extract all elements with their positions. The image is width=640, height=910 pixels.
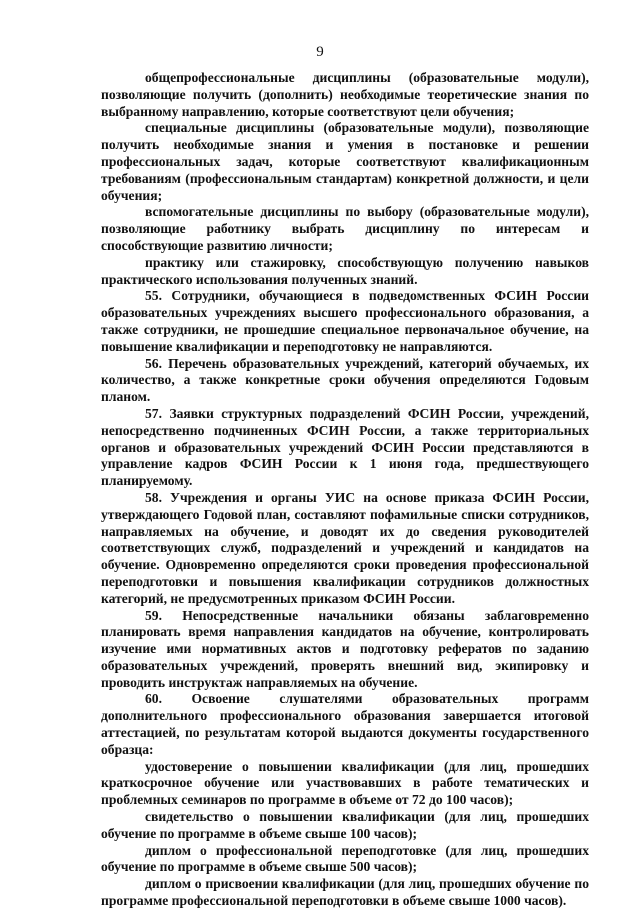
- paragraph-qualification-certificate: свидетельство о повышении квалификации (для лиц, прошедших обучение по программе в объеме свыше 100 часов);: [101, 809, 589, 841]
- paragraph-59: 59. Непосредственные начальники обязаны заблаговременно планировать время направления кандидатов на обучение, контролировать изучение ими нормативных актов и подготовку рефератов по заданию образовательных учреждений, проверять внешний вид, экипировку и проводить инструктаж направляемых на обучение.: [101, 607, 589, 690]
- paragraph-60: 60. Освоение слушателями образовательных программ дополнительного профессионального образования завершается итоговой аттестацией, по результатам которой выдаются документы государственного образца:: [101, 691, 589, 757]
- paragraph-elective-disciplines: вспомогательные дисциплины по выбору (образовательные модули), позволяющие работнику выбрать дисциплину по интересам и способствующие развитию личности;: [101, 204, 589, 253]
- paragraph-58: 58. Учреждения и органы УИС на основе приказа ФСИН России, утверждающего Годовой план, составляют пофамильные списки сотрудников, направляемых на обучение, и доводят их до сведения руководителей соответствующих служб, подразделений и учреждений и кандидатов на обучение. Одновременно определяются сроки проведения профессиональной переподготовки и повышения квалификации сотрудников должностных категорий, не предусмотренных приказом ФСИН России.: [101, 489, 589, 606]
- paragraph-special-disciplines: специальные дисциплины (образовательные модули), позволяющие получить необходимые знания и умения в постановке и решении профессиональных задач, которые соответствуют квалификационным требованиям (профессиональным стандартам) конкретной должности, и цели обучения;: [101, 120, 589, 203]
- paragraph-qualification-diploma: диплом о присвоении квалификации (для лиц, прошедших обучение по программе профессиональной переподготовки в объеме свыше 1000 часов).: [101, 876, 589, 909]
- paragraph-55: 55. Сотрудники, обучающиеся в подведомственных ФСИН России образовательных учреждениях высшего профессионального образования, а также сотрудники, не прошедшие специальное первоначальное обучение, на повышение квалификации и переподготовку не направляются.: [101, 288, 589, 354]
- page-number: 9: [316, 44, 324, 60]
- paragraph-retraining-diploma: диплом о профессиональной переподготовке (для лиц, прошедших обучение по программе в объеме свыше 500 часов);: [101, 842, 589, 875]
- paragraph-certificate: удостоверение о повышении квалификации (для лиц, прошедших краткосрочное обучение или участвовавших в работе тематических и проблемных семинаров по программе в объеме от 72 до 100 часов);: [101, 758, 589, 808]
- paragraph-general-disciplines: общепрофессиональные дисциплины (образовательные модули), позволяющие получить (дополнить) необходимые теоретические знания по выбранному направлению, которые соответствуют цели обучения;: [101, 70, 589, 119]
- document-body: [101, 70, 589, 910]
- paragraph-57: 57. Заявки структурных подразделений ФСИН России, учреждений, непосредственно подчиненных ФСИН России, а также территориальных органов и образовательных учреждений ФСИН России представляются в управление кадров ФСИН России к 1 июня года, предшествующего планируемому.: [101, 405, 589, 489]
- paragraph-56: 56. Перечень образовательных учреждений, категорий обучаемых, их количество, а также конкретные сроки обучения определяются Годовым планом.: [101, 355, 589, 405]
- paragraph-practice: практику или стажировку, способствующую получению навыков практического использования полученных знаний.: [101, 254, 589, 287]
